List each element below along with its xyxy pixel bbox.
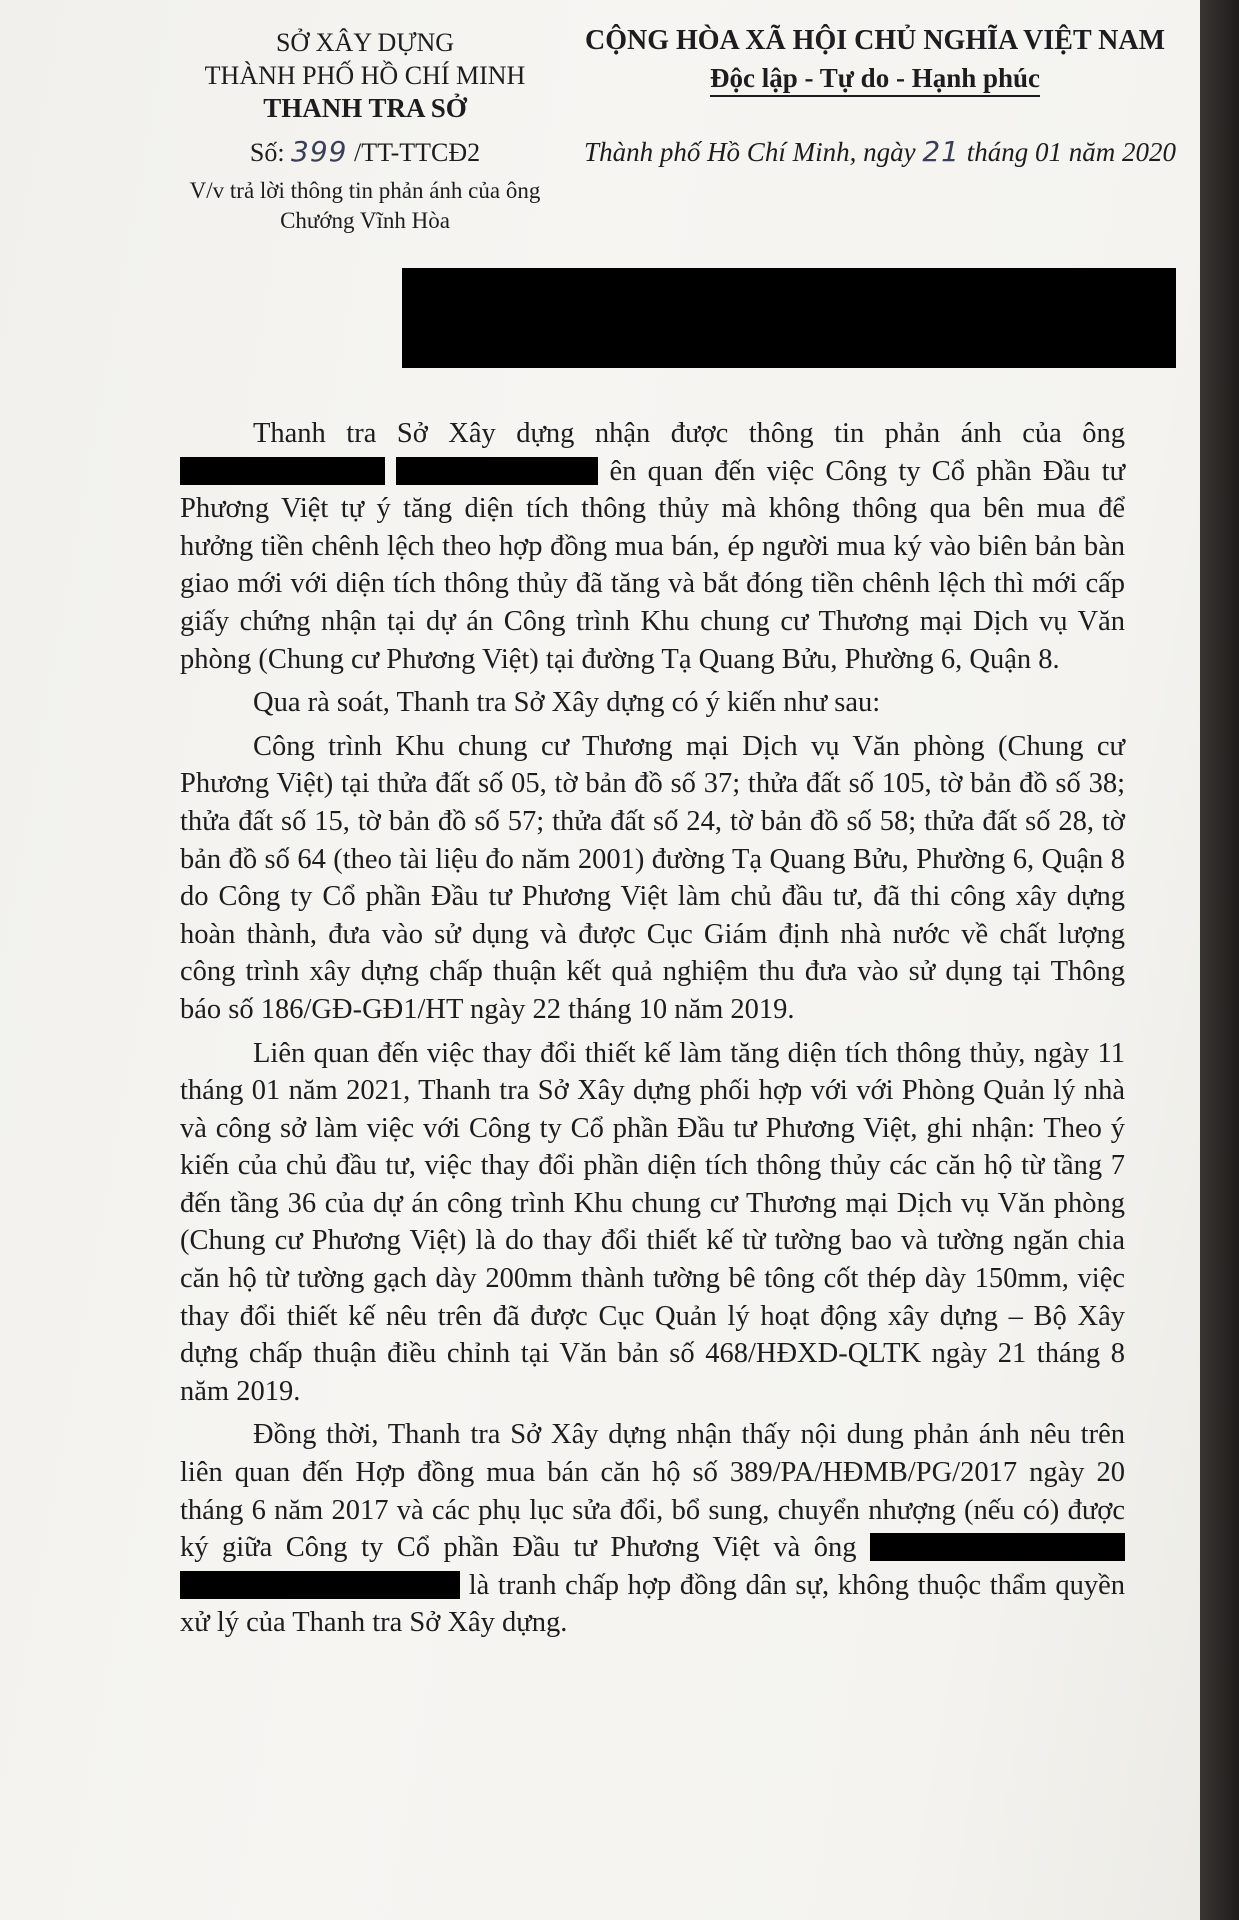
paragraph-1-end: ên quan đến việc Công ty Cổ phần Đầu tư Phương Việt tự ý tăng diện tích thông thủy mà không thông qua bên mua để hưởng tiền chênh lệch theo hợp đồng mua bán, ép người mua ký vào biên bản bàn giao mới với diện tích thông thủy đã tăng và bắt đóng tiền chênh lệch thì mới cấp giấy chứng nhận tại dự án Công trình Khu chung cư Thương mại Dịch vụ Văn phòng (Chung cư Phương Việt) tại đường Tạ Quang Bửu, Phường 6, Quận 8. bbox=[180, 455, 1126, 675]
document-number bbox=[160, 135, 570, 168]
date-day-handwritten: 21 bbox=[922, 135, 960, 168]
redaction-name-2a bbox=[870, 1533, 1125, 1561]
paragraph-1-start: Thanh tra Sở Xây dựng nhận được thông tin phản ánh của ông bbox=[253, 418, 1125, 449]
national-motto: Độc lập - Tự do - Hạnh phúc bbox=[710, 61, 1040, 97]
paragraph-5-start: Đồng thời, Thanh tra Sở Xây dựng nhận thấy nội dung phản ánh nêu trên liên quan đến Hợp đồng mua bán căn hộ số 389/PA/HĐMB/PG/2017 ngày 20 tháng 6 năm 2017 và các phụ lục sửa đổi, bổ sung, chuyển nhượng (nếu có) được ký giữa Công ty Cổ phần Đầu tư Phương Việt và ông bbox=[180, 1419, 1125, 1564]
document-subject-line2: Chướng Vĩnh Hòa bbox=[280, 208, 450, 233]
document-subject bbox=[160, 176, 570, 236]
agency-name-line3: THANH TRA SỞ bbox=[263, 93, 467, 123]
nation-header bbox=[570, 22, 1180, 98]
date-suffix: tháng 01 năm 2020 bbox=[966, 137, 1176, 167]
letter-body bbox=[180, 415, 1125, 1648]
document-number-suffix: /TT-TTCĐ2 bbox=[354, 138, 481, 167]
redaction-recipient-block bbox=[402, 268, 1176, 368]
agency-header bbox=[160, 26, 570, 125]
redaction-name-1b bbox=[396, 457, 598, 485]
agency-name-line2: THÀNH PHỐ HỒ CHÍ MINH bbox=[204, 61, 526, 90]
paragraph-1 bbox=[180, 415, 1125, 678]
paragraph-5-end: là tranh chấp hợp đồng dân sự, không thuộc thẩm quyền xử lý của Thanh tra Sở Xây dựng. bbox=[180, 1569, 1126, 1639]
document-number-prefix: Số: bbox=[249, 138, 285, 167]
page-edge-shadow bbox=[1200, 0, 1239, 1920]
redaction-name-1a bbox=[180, 457, 385, 485]
paragraph-3: Công trình Khu chung cư Thương mại Dịch vụ Văn phòng (Chung cư Phương Việt) tại thửa đất số 05, tờ bản đồ số 37; thửa đất số 105, tờ bản đồ số 38; thửa đất số 15, tờ bản đồ số 57; thửa đất số 24, tờ bản đồ số 58; thửa đất số 28, tờ bản đồ số 64 (theo tài liệu đo năm 2001) đường Tạ Quang Bửu, Phường 6, Quận 8 do Công ty Cổ phần Đầu tư Phương Việt làm chủ đầu tư, đã thi công xây dựng hoàn thành, đưa vào sử dụng và được Cục Giám định nhà nước về chất lượng công trình xây dựng chấp thuận kết quả nghiệm thu đưa vào sử dụng tại Thông báo số 186/GĐ-GĐ1/HT ngày 22 tháng 10 năm 2019. bbox=[180, 730, 1125, 1025]
nation-title: CỘNG HÒA XÃ HỘI CHỦ NGHĨA VIỆT NAM bbox=[584, 25, 1166, 56]
paragraph-5 bbox=[180, 1416, 1125, 1642]
document-date bbox=[580, 135, 1180, 168]
document-number-handwritten: 399 bbox=[291, 135, 348, 168]
agency-name-line1: SỞ XÂY DỰNG bbox=[275, 28, 455, 57]
date-prefix: Thành phố Hồ Chí Minh, ngày bbox=[584, 137, 916, 167]
document-subject-line1: V/v trả lời thông tin phản ánh của ông bbox=[189, 178, 541, 203]
paragraph-4: Liên quan đến việc thay đổi thiết kế làm tăng diện tích thông thủy, ngày 11 tháng 01 năm 2021, Thanh tra Sở Xây dựng phối hợp với với Phòng Quản lý nhà và công sở làm việc với Công ty Cổ phần Đầu tư Phương Việt, ghi nhận: Theo ý kiến của chủ đầu tư, việc thay đổi phần diện tích thông thủy các căn hộ từ tầng 7 đến tầng 36 của dự án công trình Khu chung cư Thương mại Dịch vụ Văn phòng (Chung cư Phương Việt) là do thay đổi thiết kế từ tường bao và tường ngăn chia căn hộ từ tường gạch dày 200mm thành tường bê tông cốt thép dày 150mm, việc thay đổi thiết kế nêu trên đã được Cục Quản lý hoạt động xây dựng – Bộ Xây dựng chấp thuận điều chỉnh tại Văn bản số 468/HĐXD-QLTK ngày 21 tháng 8 năm 2019. bbox=[180, 1037, 1125, 1407]
redaction-name-2b bbox=[180, 1571, 460, 1599]
paragraph-2: Qua rà soát, Thanh tra Sở Xây dựng có ý kiến như sau: bbox=[253, 687, 881, 719]
